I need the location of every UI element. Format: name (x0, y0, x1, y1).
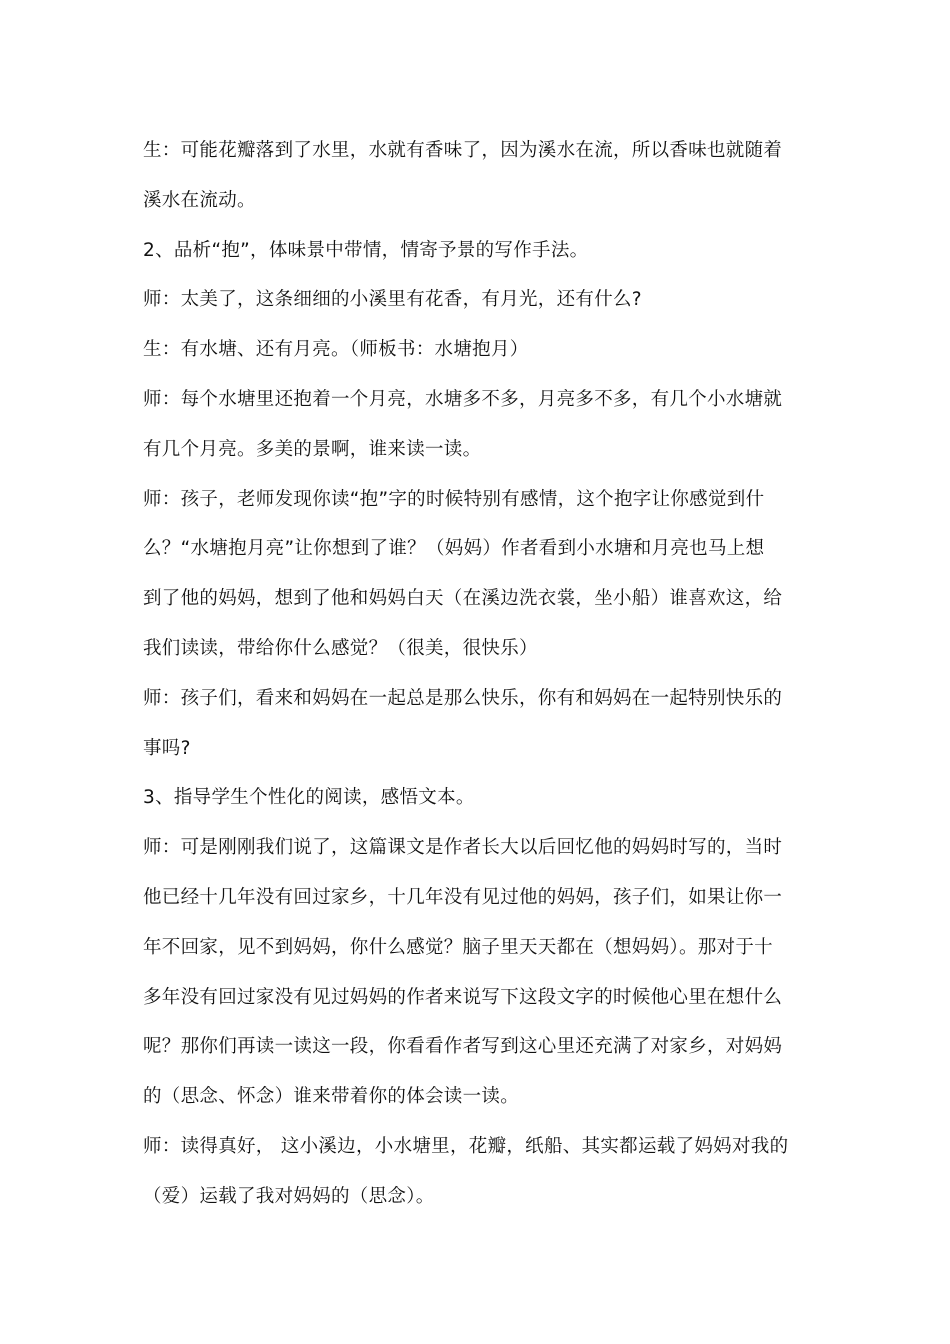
text-line: 师：可是刚刚我们说了，这篇课文是作者长大以后回忆他的妈妈时写的，当时 (143, 837, 783, 859)
text-line: 到了他的妈妈，想到了他和妈妈白天（在溪边洗衣裳，坐小船）谁喜欢这，给 (143, 588, 783, 610)
text-line: 么？“水塘抱月亮”让你想到了谁？（妈妈）作者看到小水塘和月亮也马上想 (143, 538, 765, 560)
text-line: 溪水在流动。 (143, 189, 256, 211)
text-line: 师：孩子，老师发现你读“抱”字的时候特别有感情，这个抱字让你感觉到什 (143, 488, 765, 510)
text-line: 3、指导学生个性化的阅读，感悟文本。 (143, 787, 475, 809)
text-line: 师：太美了，这条细细的小溪里有花香，有月光，还有什么? (143, 289, 642, 311)
text-line: 我们读读，带给你什么感觉？（很美，很快乐） (143, 637, 538, 659)
text-line: 他已经十几年没有回过家乡，十几年没有见过他的妈妈，孩子们，如果让你一 (143, 886, 783, 908)
text-line: （爱）运载了我对妈妈的（思念）。 (143, 1185, 435, 1207)
text-line: 师：孩子们，看来和妈妈在一起总是那么快乐，你有和妈妈在一起特别快乐的 (143, 687, 783, 709)
text-line: 年不回家，见不到妈妈，你什么感觉？脑子里天天都在（想妈妈）。那对于十 (143, 936, 773, 958)
document-body (143, 131, 809, 1227)
text-line: 师：每个水塘里还抱着一个月亮，水塘多不多，月亮多不多，有几个小水塘就 (143, 388, 783, 410)
text-line: 2、品析“抱”，体味景中带情，情寄予景的写作手法。 (143, 239, 589, 261)
text-line: 师：读得真好， 这小溪边，小水塘里，花瓣，纸船、其实都运载了妈妈对我的 (143, 1135, 789, 1157)
text-line: 的（思念、怀念）谁来带着你的体会读一读。 (143, 1086, 520, 1108)
text-line: 生：可能花瓣落到了水里，水就有香味了，因为溪水在流，所以香味也就随着 (143, 140, 783, 161)
text-line: 呢？那你们再读一读这一段，你看看作者写到这心里还充满了对家乡，对妈妈 (143, 1036, 783, 1058)
text-line: 生：有水塘、还有月亮。（师板书：水塘抱月） (143, 339, 529, 361)
text-line: 多年没有回过家没有见过妈妈的作者来说写下这段文字的时候他心里在想什么 (143, 986, 783, 1008)
text-line: 事吗? (143, 737, 191, 759)
text-line: 有几个月亮。多美的景啊，谁来读一读。 (143, 438, 482, 460)
